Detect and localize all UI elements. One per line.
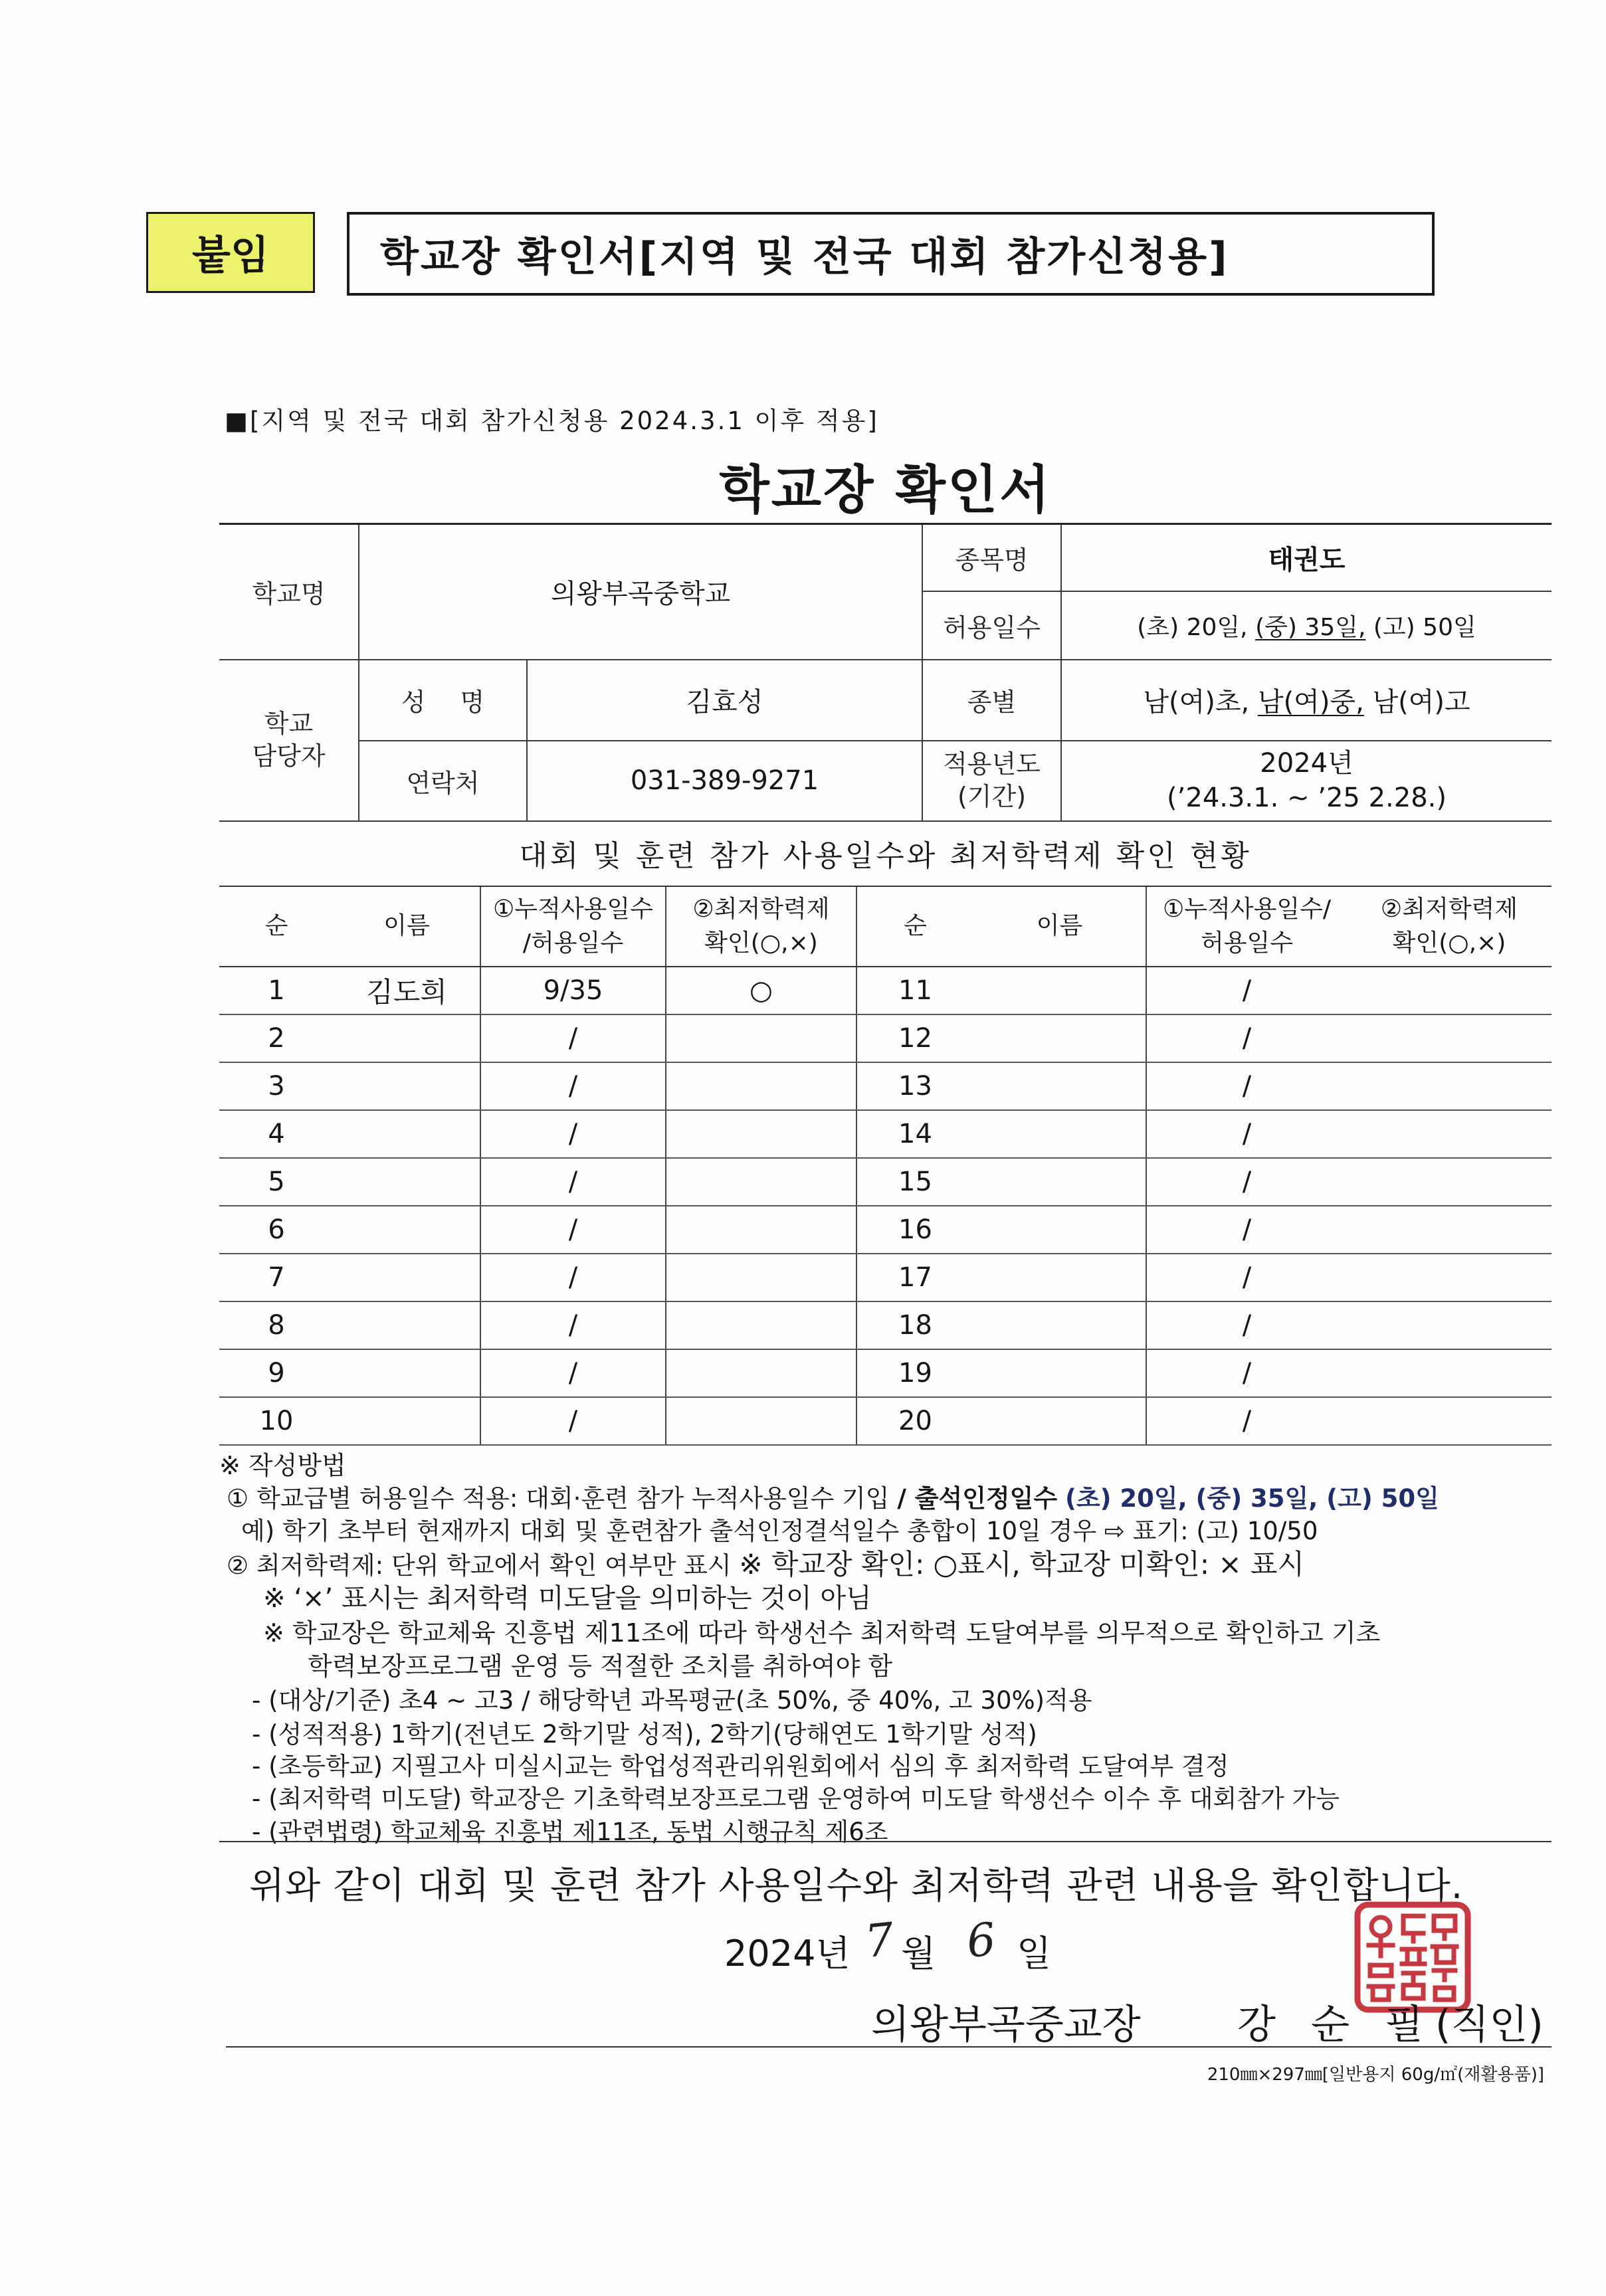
no-column-header: 순 (856, 886, 973, 967)
roster-check-cell (1347, 1110, 1552, 1158)
roster-check-cell (1347, 1301, 1552, 1349)
date-day-handwritten: 6 (963, 1913, 999, 1969)
header-line: 허용일수 (1200, 929, 1294, 957)
roster-days-cell: / (1146, 1158, 1347, 1206)
days-column-header (480, 886, 666, 967)
roster-check-cell (666, 1110, 856, 1158)
roster-name-cell (334, 1110, 480, 1158)
roster-row (219, 1397, 1552, 1445)
roster-name-cell (334, 1206, 480, 1254)
roster-no-cell: 12 (856, 1014, 973, 1062)
info-row (219, 660, 1552, 741)
period-label-line: (기간) (957, 782, 1027, 811)
days-column-header (1146, 886, 1347, 967)
header-line: ②최저학력제 (1380, 896, 1518, 923)
roster-row (219, 1206, 1552, 1254)
period-label-line: 적용년도 (943, 749, 1041, 779)
sport-value: 태권도 (1061, 524, 1552, 591)
roster-no-cell: 20 (856, 1397, 973, 1445)
roster-days-cell: / (1146, 1062, 1347, 1110)
roster-days-cell: / (480, 1206, 666, 1254)
date-month-handwritten: 7 (862, 1913, 897, 1969)
note-detail: - (최저학력 미도달) 학교장은 기초학력보장프로그램 운영하여 미도달 학생선수 이수 후 대회참가 가능 (252, 1784, 1340, 1813)
name-label: 성 명 (359, 660, 527, 741)
period-range: (’24.3.1. ~ ’25 2.28.) (1167, 783, 1447, 813)
note-text: 학교급별 허용일수 적용: 대회·훈련 참가 누적사용일수 기입 (256, 1484, 890, 1513)
roster-row (219, 1349, 1552, 1397)
paper-spec: 210㎜×297㎜[일반용지 60g/㎡(재활용품)] (1207, 2065, 1544, 2085)
roster-days-cell: / (480, 1062, 666, 1110)
roster-no-cell: 11 (856, 967, 973, 1014)
roster-check-cell (1347, 967, 1552, 1014)
roster-check-cell: ○ (666, 967, 856, 1014)
roster-days-cell: / (480, 1301, 666, 1349)
divider (226, 2046, 1552, 2048)
roster-days-cell: / (480, 1349, 666, 1397)
note-item-2 (227, 1543, 1304, 1582)
note-detail: - (관련법령) 학교체육 진흥법 제11조, 동법 시행규칙 제6조 (252, 1818, 888, 1846)
roster-days-cell: / (1146, 1349, 1347, 1397)
roster-no-cell: 9 (219, 1349, 334, 1397)
applicability-notice: ■[지역 및 전국 대회 참가신청용 2024.3.1 이후 적용] (225, 407, 879, 435)
name-value: 김효성 (527, 660, 922, 741)
note-item-1 (227, 1478, 1439, 1514)
allowed-days-item: (초) 20일, (1137, 613, 1248, 641)
roster-days-cell: / (480, 1110, 666, 1158)
roster-no-cell: 8 (219, 1301, 334, 1349)
roster-name-cell (973, 1158, 1146, 1206)
allowed-days-item: (고) 50일 (1373, 613, 1476, 641)
name-column-header: 이름 (334, 886, 480, 967)
roster-row (219, 1062, 1552, 1110)
roster-days-cell: / (1146, 1254, 1347, 1301)
roster-check-cell (666, 1301, 856, 1349)
roster-no-cell: 6 (219, 1206, 334, 1254)
roster-check-cell (666, 1062, 856, 1110)
roster-row (219, 1301, 1552, 1349)
roster-no-cell: 3 (219, 1062, 334, 1110)
roster-days-cell: / (1146, 1206, 1347, 1254)
roster-check-cell (1347, 1397, 1552, 1445)
info-row (219, 741, 1552, 821)
official-seal-stamp (1354, 1901, 1471, 2013)
allowed-days-value (1061, 591, 1552, 660)
roster-row (219, 1158, 1552, 1206)
category-value (1061, 660, 1552, 741)
roster-days-cell: / (1146, 1110, 1347, 1158)
roster-name-cell (334, 1397, 480, 1445)
roster-no-cell: 7 (219, 1254, 334, 1301)
category-label: 종별 (922, 660, 1061, 741)
roster-days-cell: / (1146, 1014, 1347, 1062)
note-emphasis-text: ※ 학교장 확인: ○표시, 학교장 미확인: × 표시 (739, 1548, 1305, 1580)
roster-no-cell: 13 (856, 1062, 973, 1110)
note-remark: ※ ‘×’ 표시는 최저학력 미도달을 의미하는 것이 아님 (263, 1583, 872, 1614)
roster-no-cell: 1 (219, 967, 334, 1014)
roster-name-cell (973, 1062, 1146, 1110)
roster-no-cell: 19 (856, 1349, 973, 1397)
roster-name-cell (973, 1301, 1146, 1349)
roster-days-cell: / (1146, 967, 1347, 1014)
sport-label: 종목명 (922, 524, 1061, 591)
period-year: 2024년 (1260, 748, 1354, 779)
school-info-table (219, 523, 1552, 822)
roster-name-cell (334, 1062, 480, 1110)
header-line: ①누적사용일수/ (1162, 896, 1332, 923)
attachment-label: 붙임 (146, 212, 315, 293)
category-item: 남(여)초, (1143, 687, 1250, 718)
roster-name-cell (973, 967, 1146, 1014)
info-row (219, 524, 1552, 591)
roster-check-cell (666, 1349, 856, 1397)
roster-days-cell: / (480, 1014, 666, 1062)
note-marker: ② (227, 1551, 249, 1580)
roster-no-cell: 5 (219, 1158, 334, 1206)
roster-name-cell (973, 1014, 1146, 1062)
section-title: 대회 및 훈련 참가 사용일수와 최저학력제 확인 현황 (519, 838, 1252, 873)
school-name-value: 의왕부곡중학교 (359, 524, 922, 660)
roster-check-cell (1347, 1014, 1552, 1062)
roster-check-cell (1347, 1062, 1552, 1110)
roster-name-cell (973, 1110, 1146, 1158)
roster-header-row (219, 886, 1552, 967)
note-example: 예) 학기 초부터 현재까지 대회 및 훈련참가 출석인정결석일수 총합이 10일 경우 ⇨ 표기: (고) 10/50 (241, 1517, 1318, 1545)
roster-no-cell: 14 (856, 1110, 973, 1158)
date-month-unit: 월 (901, 1933, 936, 1974)
roster-name-cell (973, 1349, 1146, 1397)
roster-days-cell: / (1146, 1397, 1347, 1445)
note-marker: ① (227, 1484, 249, 1513)
roster-check-cell (1347, 1254, 1552, 1301)
roster-check-cell (1347, 1158, 1552, 1206)
school-name-label: 학교명 (219, 524, 359, 660)
roster-no-cell: 10 (219, 1397, 334, 1445)
header-line: 확인(○,×) (704, 929, 818, 957)
roster-check-cell (1347, 1206, 1552, 1254)
note-detail: - (대상/기준) 초4 ~ 고3 / 해당학년 과목평균(초 50%, 중 40%, 고 30%)적용 (252, 1686, 1092, 1715)
roster-name-cell (973, 1254, 1146, 1301)
roster-row (219, 1254, 1552, 1301)
contact-label: 연락처 (359, 741, 527, 821)
roster-name-cell (334, 1349, 480, 1397)
manager-label-line: 학교 (264, 708, 314, 738)
roster-no-cell: 16 (856, 1206, 973, 1254)
roster-name-cell (334, 1014, 480, 1062)
roster-no-cell: 17 (856, 1254, 973, 1301)
header-line: /허용일수 (522, 929, 624, 957)
school-manager-label (219, 660, 359, 821)
note-detail: - (초등학교) 지필고사 미실시교는 학업성적관리위원회에서 심의 후 최저학력 도달여부 결정 (252, 1752, 1229, 1780)
check-column-header (1347, 886, 1552, 967)
note-remark: 학력보장프로그램 운영 등 적절한 조치를 취하여야 함 (308, 1652, 893, 1681)
period-value (1061, 741, 1552, 821)
roster-row (219, 1110, 1552, 1158)
no-column-header: 순 (219, 886, 334, 967)
roster-days-cell: 9/35 (480, 967, 666, 1014)
roster-no-cell: 18 (856, 1301, 973, 1349)
roster-name-cell (973, 1397, 1146, 1445)
document-title: 학교장 확인서[지역 및 전국 대회 참가신청용] (380, 234, 1229, 280)
roster-check-cell (1347, 1349, 1552, 1397)
roster-body (219, 967, 1552, 1445)
manager-label-line: 담당자 (252, 741, 326, 771)
category-item: 남(여)중, (1257, 687, 1364, 718)
seal-note: (직인) (1435, 2002, 1544, 2048)
roster-check-cell (666, 1397, 856, 1445)
signer-title: 의왕부곡중교장 (871, 2002, 1141, 2048)
form-heading: 학교장 확인서 (719, 460, 1052, 520)
signer-name: 강 순 필 (1237, 2002, 1424, 2048)
note-text: 최저학력제: 단위 학교에서 확인 여부만 표시 (256, 1551, 732, 1580)
allowed-days-item: (중) 35일, (1255, 613, 1366, 641)
category-item: 남(여)고 (1372, 687, 1470, 718)
header-line: 확인(○,×) (1392, 929, 1506, 957)
name-column-header: 이름 (973, 886, 1146, 967)
roster-name-cell (334, 1254, 480, 1301)
notes-heading: ※ 작성방법 (219, 1451, 346, 1480)
roster-check-cell (666, 1254, 856, 1301)
roster-days-cell: / (480, 1397, 666, 1445)
divider (219, 1841, 1552, 1842)
confirmation-statement: 위와 같이 대회 및 훈련 참가 사용일수와 최저학력 관련 내용을 확인합니다. (249, 1864, 1464, 1907)
note-detail: - (성적적용) 1학기(전년도 2학기말 성적), 2학기(당해연도 1학기말 성적) (252, 1720, 1037, 1749)
roster-no-cell: 15 (856, 1158, 973, 1206)
roster-row (219, 1014, 1552, 1062)
roster-table (219, 886, 1552, 1446)
roster-check-cell (666, 1206, 856, 1254)
roster-name-cell (973, 1206, 1146, 1254)
roster-days-cell: / (480, 1158, 666, 1206)
period-label (922, 741, 1061, 821)
roster-name-cell (334, 1301, 480, 1349)
header-line: ①누적사용일수 (493, 896, 653, 923)
roster-no-cell: 2 (219, 1014, 334, 1062)
allowed-days-label: 허용일수 (922, 591, 1061, 660)
roster-check-cell (666, 1158, 856, 1206)
roster-check-cell (666, 1014, 856, 1062)
note-remark: ※ 학교장은 학교체육 진흥법 제11조에 따라 학생선수 최저학력 도달여부를 의무적으로 확인하고 기초 (263, 1618, 1381, 1648)
roster-no-cell: 4 (219, 1110, 334, 1158)
roster-name-cell (334, 1158, 480, 1206)
contact-value: 031-389-9271 (527, 741, 922, 821)
roster-days-cell: / (1146, 1301, 1347, 1349)
date-year: 2024년 (724, 1933, 851, 1974)
document-title-box (347, 212, 1435, 296)
check-column-header (666, 886, 856, 967)
date-day-unit: 일 (1017, 1933, 1052, 1974)
header-line: ②최저학력제 (692, 896, 830, 923)
note-bold-text: / 출석인정일수 (897, 1484, 1058, 1513)
roster-name-cell: 김도희 (334, 967, 480, 1014)
roster-days-cell: / (480, 1254, 666, 1301)
note-highlight-text: (초) 20일, (중) 35일, (고) 50일 (1064, 1484, 1439, 1513)
roster-row (219, 967, 1552, 1014)
